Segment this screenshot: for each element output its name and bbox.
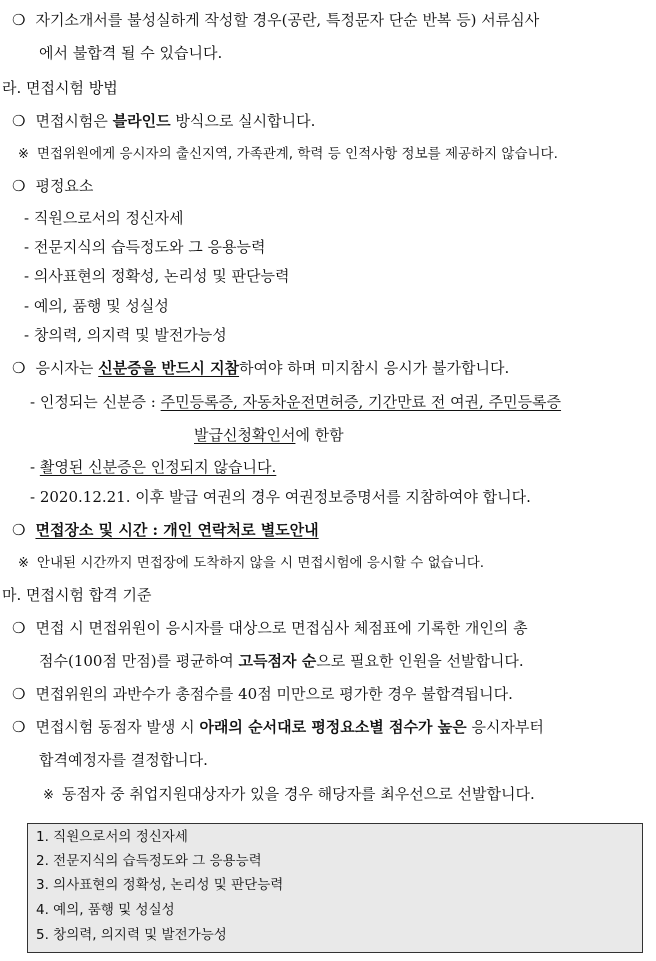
circle-bullet-icon: ❍ [12,521,26,539]
id-photo [30,457,656,477]
fail-text: 면접위원의 과반수가 총점수를 40점 미만으로 평가한 경우 불합격됩니다. [35,685,513,703]
circle-bullet-icon: ❍ [12,112,26,130]
blind-post: 방식으로 실시합니다. [170,112,316,130]
id-accepted [30,392,656,412]
blind-bold: 블라인드 [112,112,171,130]
tie-order-item-4: 4. 예의, 품행 및 성실성 [36,902,175,918]
tie-order-item-5: 5. 창의력, 의지력 및 발전가능성 [36,927,227,943]
tie-bold: 아래의 순서대로 평정요소별 점수가 높은 [199,718,467,736]
blind-item [12,111,656,131]
circle-bullet-icon: ❍ [12,718,26,736]
id-accepted-list-cont: 발급신청확인서 [194,426,296,444]
tie-line2: 합격예정자를 결정합니다. [39,751,208,769]
scoring-line1: 면접 시 면접위원이 응시자를 대상으로 면접심사 체점표에 기록한 개인의 총 [35,619,528,637]
id-required-post: 하여야 하며 미지참시 응시가 불가합니다. [239,359,510,377]
tie-order-item-1: 1. 직원으로서의 정신자세 [36,829,188,845]
eval-item-4: - 예의, 품행 및 성실성 [24,297,169,315]
tie-pre: 면접시험 동점자 발생 시 [35,718,200,736]
id-passport: - 2020.12.21. 이후 발급 여권의 경우 여권정보증명서를 지참하여야 합니다. [30,488,531,506]
blind-pre: 면접시험은 [35,112,113,130]
blind-note [18,144,656,165]
venue-note [18,553,656,574]
id-accepted-line2 [194,425,656,445]
eval-item-3: - 의사표현의 정확성, 논리성 및 판단능력 [24,267,290,285]
intro-text-line1: 자기소개서를 불성실하게 작성할 경우(공란, 특정문자 단순 반복 등) 서류심사 [35,11,540,29]
id-accepted-list: 주민등록증, 자동차운전면허증, 기간만료 전 여권, 주민등록증 [160,393,562,411]
eval-item-5: - 창의력, 의지력 및 발전가능성 [24,326,227,344]
eval-title: 평정요소 [35,177,94,195]
circle-bullet-icon: ❍ [12,11,26,29]
intro-item [12,10,656,30]
tie-order-box [27,823,643,953]
id-photo-dash: - [30,458,40,476]
circle-bullet-icon: ❍ [12,619,26,637]
tie-order-item-3: 3. 의사표현의 정확성, 논리성 및 판단능력 [36,877,284,893]
tie-note-text: 동점자 중 취업지원대상자가 있을 경우 해당자를 최우선으로 선발합니다. [61,785,535,803]
tie-order-item-2: 2. 전문지식의 습득정도와 그 응용능력 [36,853,262,869]
venue-text: 면접장소 및 시간 : 개인 연락처로 별도안내 [35,521,319,539]
section-ra-heading: 라. 면접시험 방법 [2,79,118,97]
eval-item-2: - 전문지식의 습득정도와 그 응용능력 [24,238,266,256]
id-required-item [12,358,656,378]
venue-note-text: 안내된 시간까지 면접장에 도착하지 않을 시 면접시험에 응시할 수 없습니다. [36,555,485,571]
scoring-line2-bold: 고득점자 순 [238,652,317,670]
circle-bullet-icon: ❍ [12,359,26,377]
id-accepted-post: 에 한함 [295,426,344,444]
scoring-item [12,618,656,638]
section-ma-heading: 마. 면접시험 합격 기준 [2,586,152,604]
id-required-pre: 응시자는 [35,359,99,377]
venue-item [12,520,656,540]
tie-post: 응시자부터 [466,718,544,736]
scoring-line2 [39,651,656,671]
eval-item-1: - 직원으로서의 정신자세 [24,209,184,227]
circle-bullet-icon: ❍ [12,685,26,703]
id-accepted-label: - 인정되는 신분증 : [30,393,161,411]
scoring-line2-post: 으로 필요한 인원을 선발합니다. [316,652,524,670]
eval-item [12,176,656,196]
fail-item [12,684,656,704]
id-photo-text: 촬영된 신분증은 인정되지 않습니다. [39,458,277,476]
tie-note [43,784,656,806]
reference-mark-icon: ※ [18,556,29,571]
tie-item [12,717,656,737]
circle-bullet-icon: ❍ [12,177,26,195]
id-required-bold: 신분증을 반드시 지참 [98,359,240,377]
scoring-line2-pre: 점수(100점 만점)를 평균하여 [39,652,239,670]
blind-note-text: 면접위원에게 응시자의 출신지역, 가족관계, 학력 등 인적사항 정보를 제공하지 않습니다. [36,146,558,162]
reference-mark-icon: ※ [18,147,29,162]
intro-text-line2: 에서 불합격 될 수 있습니다. [39,44,223,62]
reference-mark-icon: ※ [43,788,54,803]
